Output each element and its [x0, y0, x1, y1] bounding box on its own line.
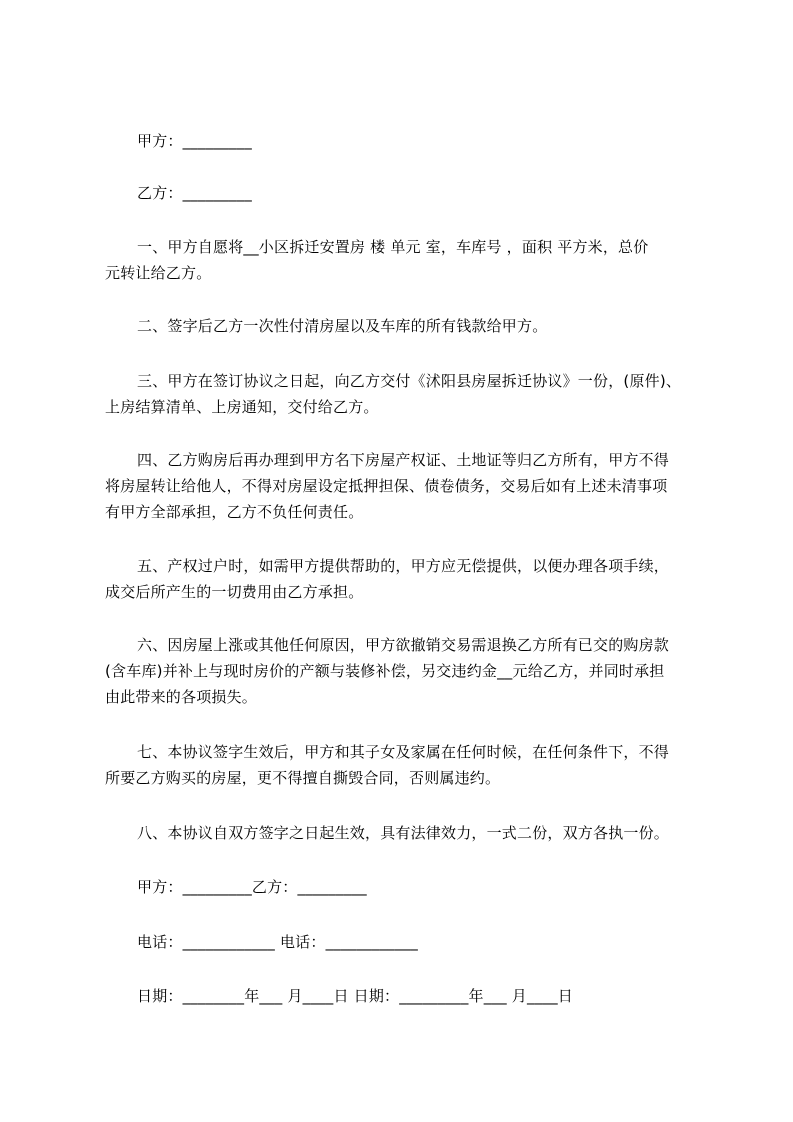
clause-7-line-2: 所要乙方购买的房屋，更不得擅自撕毁合同，否则属违约。: [105, 769, 501, 787]
party-a-line: [105, 128, 737, 154]
clause-5: [105, 553, 705, 605]
clause-8-line-1: 八、本协议自双方签字之日起生效，具有法律效力，一式二份，双方各执一份。: [137, 824, 670, 842]
clause-1: [105, 234, 705, 286]
clause-5-line-2: 成交后所产生的一切费用由乙方承担。: [105, 583, 364, 601]
clause-6: [105, 632, 705, 710]
party-b-line: [105, 180, 737, 206]
clause-4-line-1: 四、乙方购房后再办理到甲方名下房屋产权证、土地证等归乙方所有，甲方不得: [137, 451, 670, 469]
clause-6-line-1: 六、因房屋上涨或其他任何原因，甲方欲撤销交易需退换乙方所有已交的购房款: [137, 636, 670, 654]
clause-1-line-1: 一、甲方自愿将__小区拆迁安置房 楼 单元 室，车库号 ，面积 平方米，总价: [137, 238, 649, 256]
clause-2-line-1: 二、签字后乙方一次性付清房屋以及车库的所有钱款给甲方。: [137, 317, 548, 335]
phone-text: 电话：____________ 电话：____________: [137, 933, 418, 951]
clause-7-line-1: 七、本协议签字生效后，甲方和其子女及家属在任何时候，在任何条件下，不得: [137, 743, 670, 761]
clause-7: [105, 739, 705, 791]
signature-text: 甲方：_________乙方：_________: [137, 878, 367, 896]
clause-6-line-2: (含车库)并补上与现时房价的产额与装修补偿，另交违约金__元给乙方，并同时承担: [105, 662, 665, 680]
clause-2: [105, 313, 705, 339]
clause-3-line-2: 上房结算清单、上房通知，交付给乙方。: [105, 398, 379, 416]
signature-line: [105, 874, 737, 900]
clause-6-line-3: 由此带来的各项损失。: [105, 688, 258, 706]
clause-1-line-2: 元转让给乙方。: [105, 264, 212, 282]
clause-8: [105, 820, 705, 846]
date-line: [105, 983, 737, 1009]
party-b-text: 乙方：_________: [137, 184, 252, 202]
clause-4-line-2: 将房屋转让给他人，不得对房屋设定抵押担保、债卷债务，交易后如有上述未清事项: [105, 477, 668, 495]
clause-4: [105, 447, 705, 525]
party-a-text: 甲方：_________: [137, 132, 252, 150]
clause-4-line-3: 有甲方全部承担，乙方不负任何责任。: [105, 503, 364, 521]
date-text: 日期：________年___ 月____日 日期：_________年___ 月____日: [137, 987, 574, 1005]
clause-3: [105, 368, 705, 420]
phone-line: [105, 929, 737, 955]
clause-3-line-1: 三、甲方在签订协议之日起，向乙方交付《沭阳县房屋拆迁协议》一份，(原件)、: [137, 372, 682, 390]
clause-5-line-1: 五、产权过户时，如需甲方提供帮助的，甲方应无偿提供，以便办理各项手续，: [137, 557, 670, 575]
